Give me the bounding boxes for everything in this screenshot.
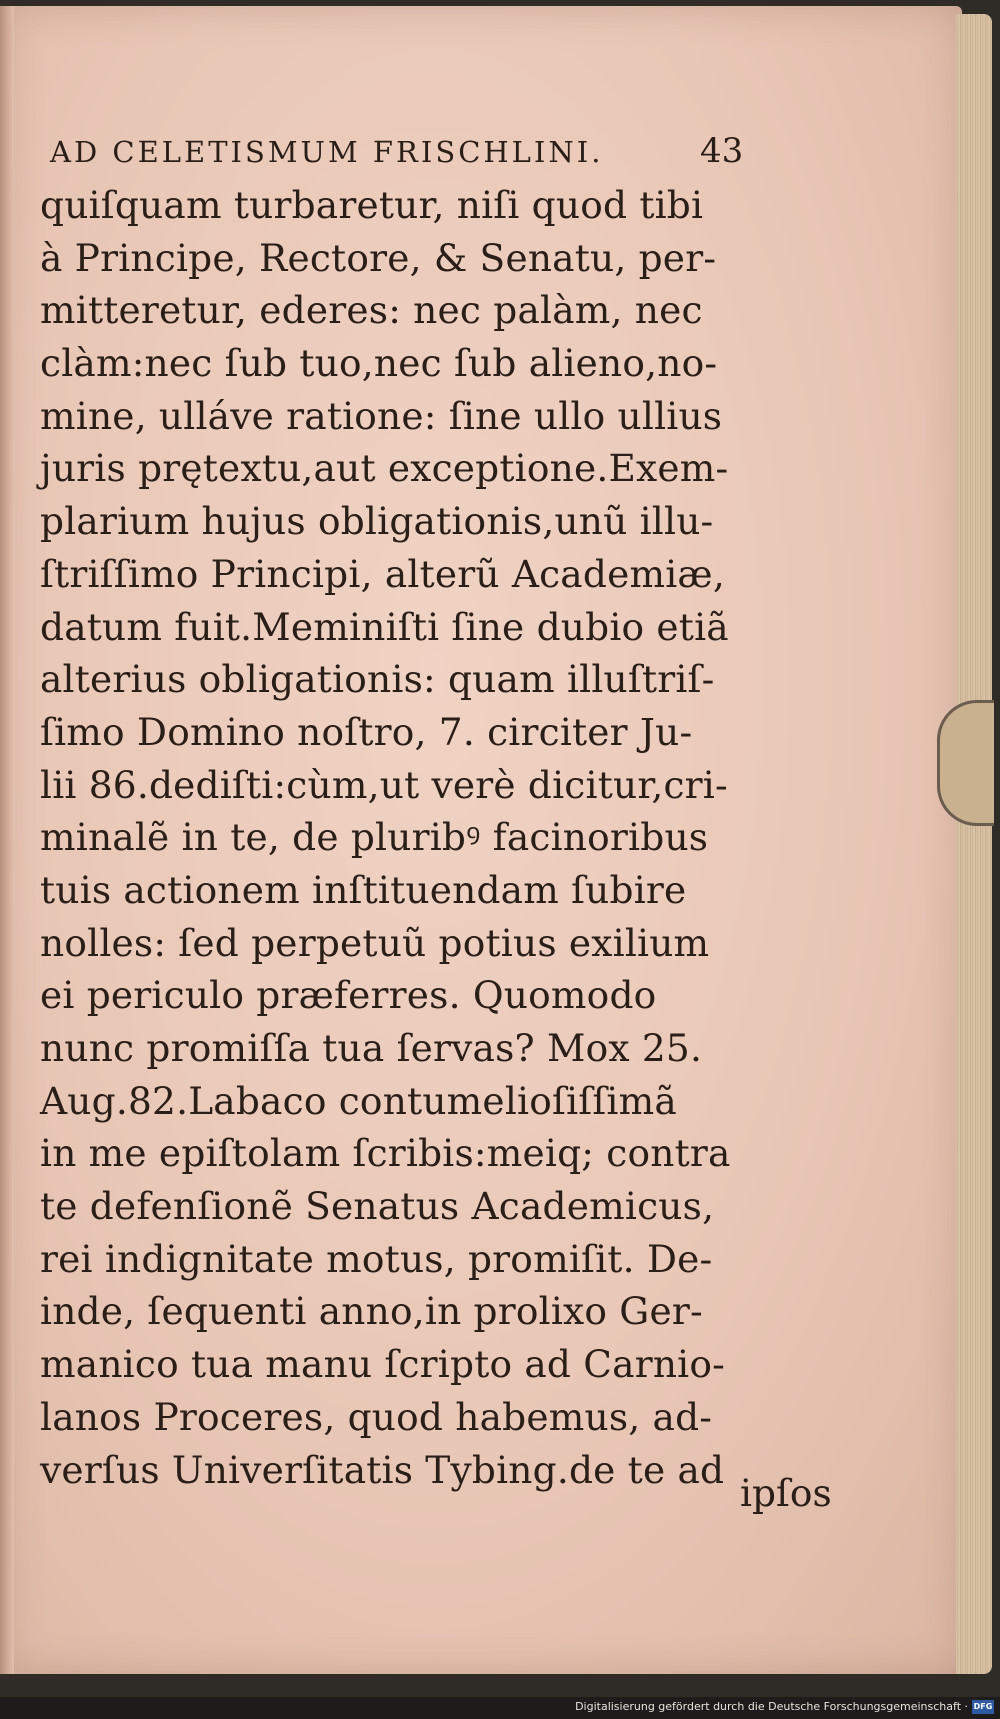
catchword: ipſos [740, 1471, 832, 1515]
text-line: lii 86.dediſti:cùm,ut verè dicitur,cri- [40, 762, 728, 807]
page-number: 43 [700, 131, 744, 171]
text-line: inde, ſequenti anno,in prolixo Ger- [40, 1289, 703, 1334]
thumb-tab [937, 700, 994, 826]
text-line: ſimo Domino noſtro, 7. circiter Ju- [40, 709, 693, 754]
text-block [40, 131, 820, 1496]
text-line: plarium hujus obligationis,unũ illu- [40, 499, 714, 544]
text-line: juris prętextu,aut exceptione.Exem- [40, 446, 729, 491]
text-line: mitteretur, ederes: nec palàm, nec [40, 288, 703, 333]
text-line: in me epiſtolam ſcribis:meiq; contra [40, 1131, 731, 1176]
running-title: AD CELETISMUM FRISCHLINI. [50, 135, 604, 169]
text-line: lanos Proceres, quod habemus, ad- [40, 1394, 713, 1439]
text-line: à Principe, Rectore, & Senatu, per- [40, 235, 717, 280]
text-line: manico tua manu ſcripto ad Carnio- [40, 1342, 726, 1387]
text-line: ſtriſſimo Principi, alterũ Academiæ, [40, 551, 725, 596]
text-line: minalẽ in te, de pluribꝰ facinoribus [40, 815, 709, 860]
running-head [40, 131, 820, 179]
text-line: clàm:nec ſub tuo,nec ſub alieno,no- [40, 341, 718, 386]
text-line: datum fuit.Meminiſti ſine dubio etiã [40, 604, 729, 649]
text-line: te defenſionẽ Senatus Academicus, [40, 1184, 715, 1229]
body-text [40, 179, 820, 1496]
text-line: nolles: ſed perpetuũ potius exilium [40, 920, 710, 965]
digitization-credit: Digitalisierung gefördert durch die Deutsche Forschungsgemeinschaft · [575, 1700, 968, 1713]
page-gutter [0, 6, 14, 1674]
text-line: mine, ulláve ratione: ſine ullo ullius [40, 393, 723, 438]
dfg-logo: DFG [972, 1700, 994, 1714]
text-line: verſus Univerſitatis Tybing.de te ad [40, 1447, 725, 1492]
text-line: rei indignitate motus, promiſit. De- [40, 1236, 713, 1281]
text-line: nunc promiſſa tua ſervas? Mox 25. [40, 1026, 703, 1070]
text-line: quiſquam turbaretur, niſi quod tibi [40, 183, 704, 227]
text-line: Aug.82.Labaco contumelioſiſſimã [40, 1078, 677, 1123]
text-line: tuis actionem inſtituendam ſubire [40, 867, 687, 912]
page-edges [956, 14, 992, 1674]
text-line: ei periculo præferres. Quomodo [40, 973, 657, 1018]
text-line: alterius obligationis: quam illuſtriſ- [40, 657, 715, 702]
